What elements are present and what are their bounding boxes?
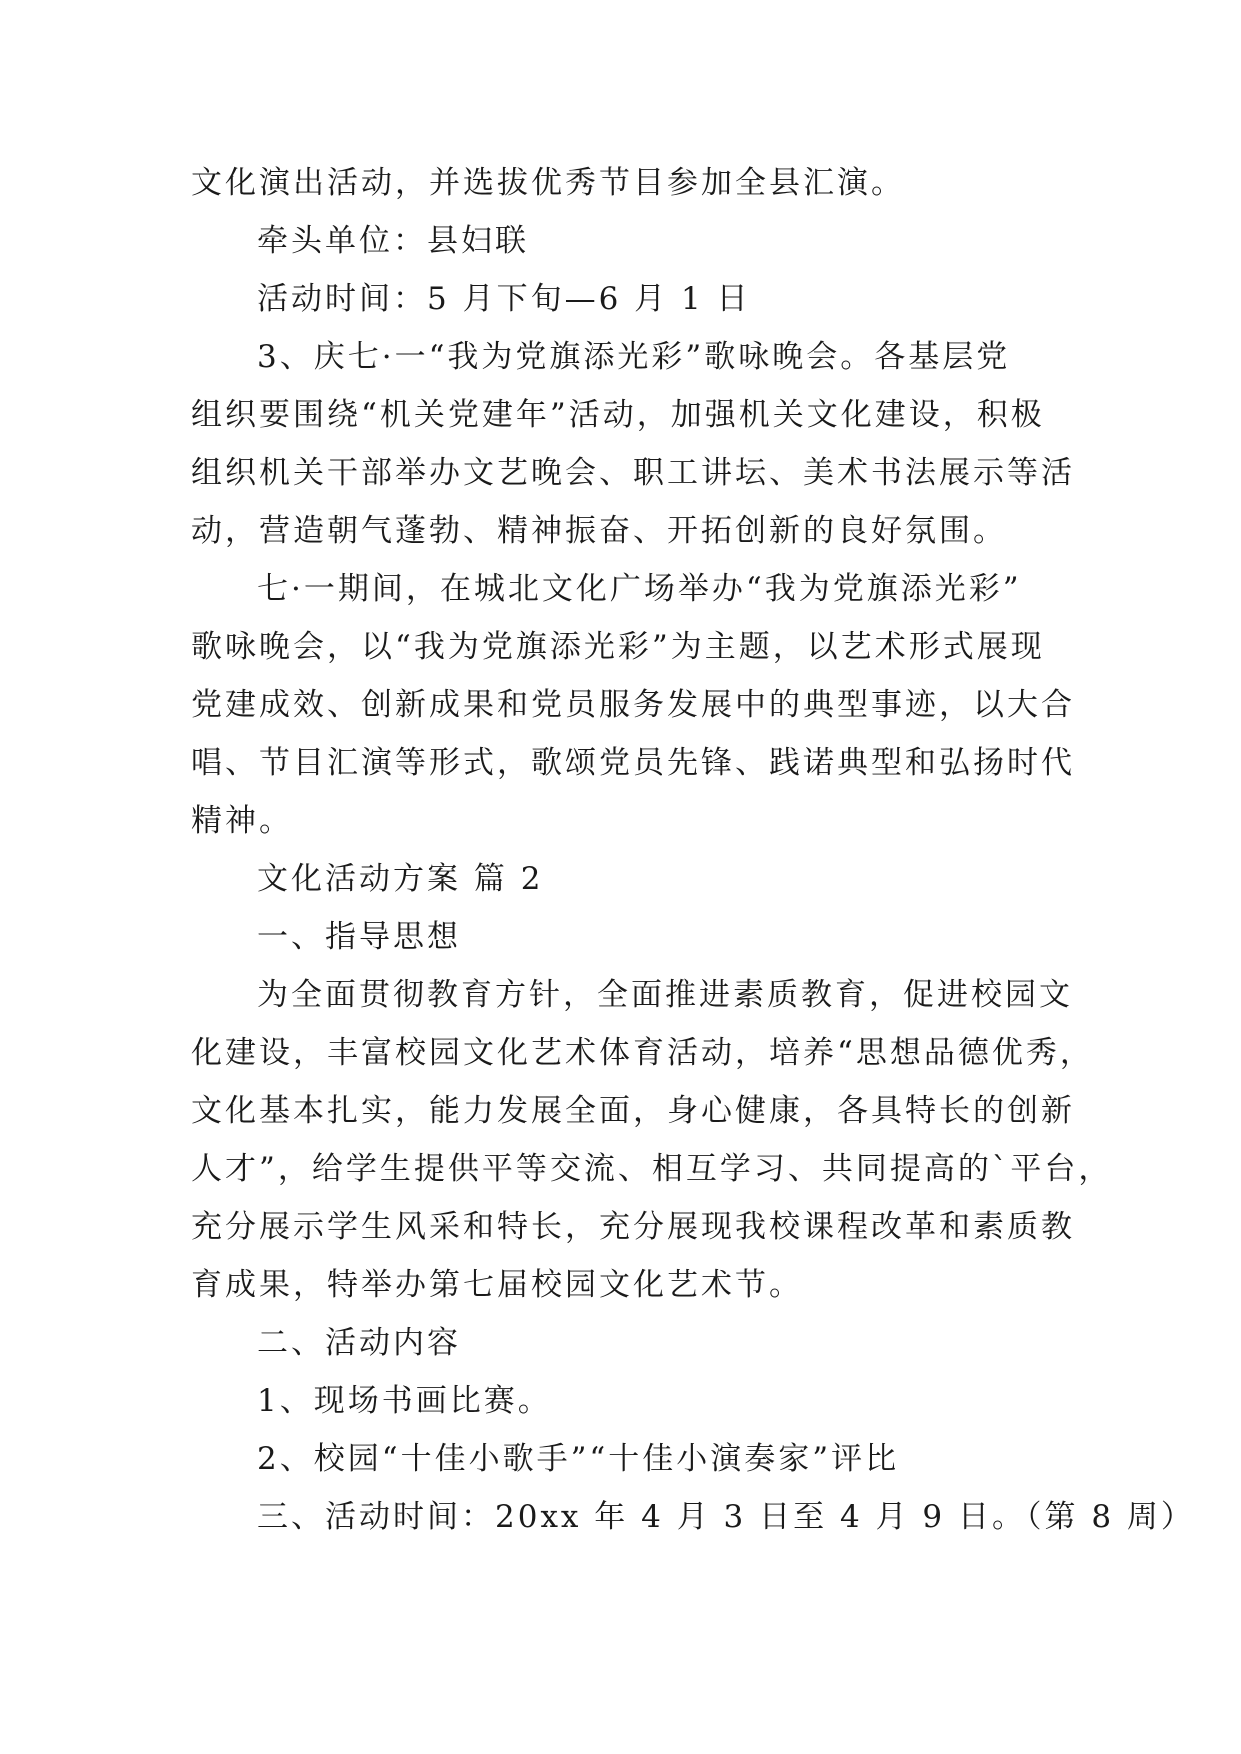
text-line: 精神。 [191,803,293,839]
text-line: 唱、节目汇演等形式，歌颂党员先锋、践诺典型和弘扬时代 [191,745,1075,781]
list-item: 1、现场书画比赛。 [257,1383,552,1419]
text-line: 育成果，特举办第七届校园文化艺术节。 [191,1267,803,1303]
document-body [191,154,1195,1546]
text-line: 牵头单位：县妇联 [257,223,529,259]
list-item: 2、校园“十佳小歌手”“十佳小演奏家”评比 [257,1441,900,1477]
text-line: 七·一期间，在城北文化广场举办“我为党旗添光彩” [257,571,1022,607]
text-line: 为全面贯彻教育方针，全面推进素质教育，促进校园文 [257,977,1073,1013]
text-line: 人才”，给学生提供平等交流、相互学习、共同提高的`平台， [191,1151,1113,1187]
text-line: 组织机关干部举办文艺晚会、职工讲坛、美术书法展示等活 [191,455,1075,491]
text-line: 文化演出活动，并选拔优秀节目参加全县汇演。 [191,165,905,201]
text-line: 3、庆七·一“我为党旗添光彩”歌咏晚会。各基层党 [257,339,1011,375]
section-heading: 三、活动时间：20xx 年 4 月 3 日至 4 月 9 日。（第 8 周） [257,1499,1195,1535]
text-line: 组织要围绕“机关党建年”活动，加强机关文化建设，积极 [191,397,1045,433]
section-heading: 文化活动方案 篇 2 [257,861,544,897]
text-line: 歌咏晚会，以“我为党旗添光彩”为主题，以艺术形式展现 [191,629,1045,665]
text-line: 动，营造朝气蓬勃、精神振奋、开拓创新的良好氛围。 [191,513,1007,549]
section-heading: 二、活动内容 [257,1325,461,1361]
text-line: 党建成效、创新成果和党员服务发展中的典型事迹，以大合 [191,687,1075,723]
text-line: 充分展示学生风采和特长，充分展现我校课程改革和素质教 [191,1209,1075,1245]
section-heading: 一、指导思想 [257,919,461,955]
text-line: 活动时间：5 月下旬—6 月 1 日 [257,281,751,317]
text-line: 化建设，丰富校园文化艺术体育活动，培养“思想品德优秀， [191,1035,1094,1071]
text-line: 文化基本扎实，能力发展全面，身心健康，各具特长的创新 [191,1093,1075,1129]
